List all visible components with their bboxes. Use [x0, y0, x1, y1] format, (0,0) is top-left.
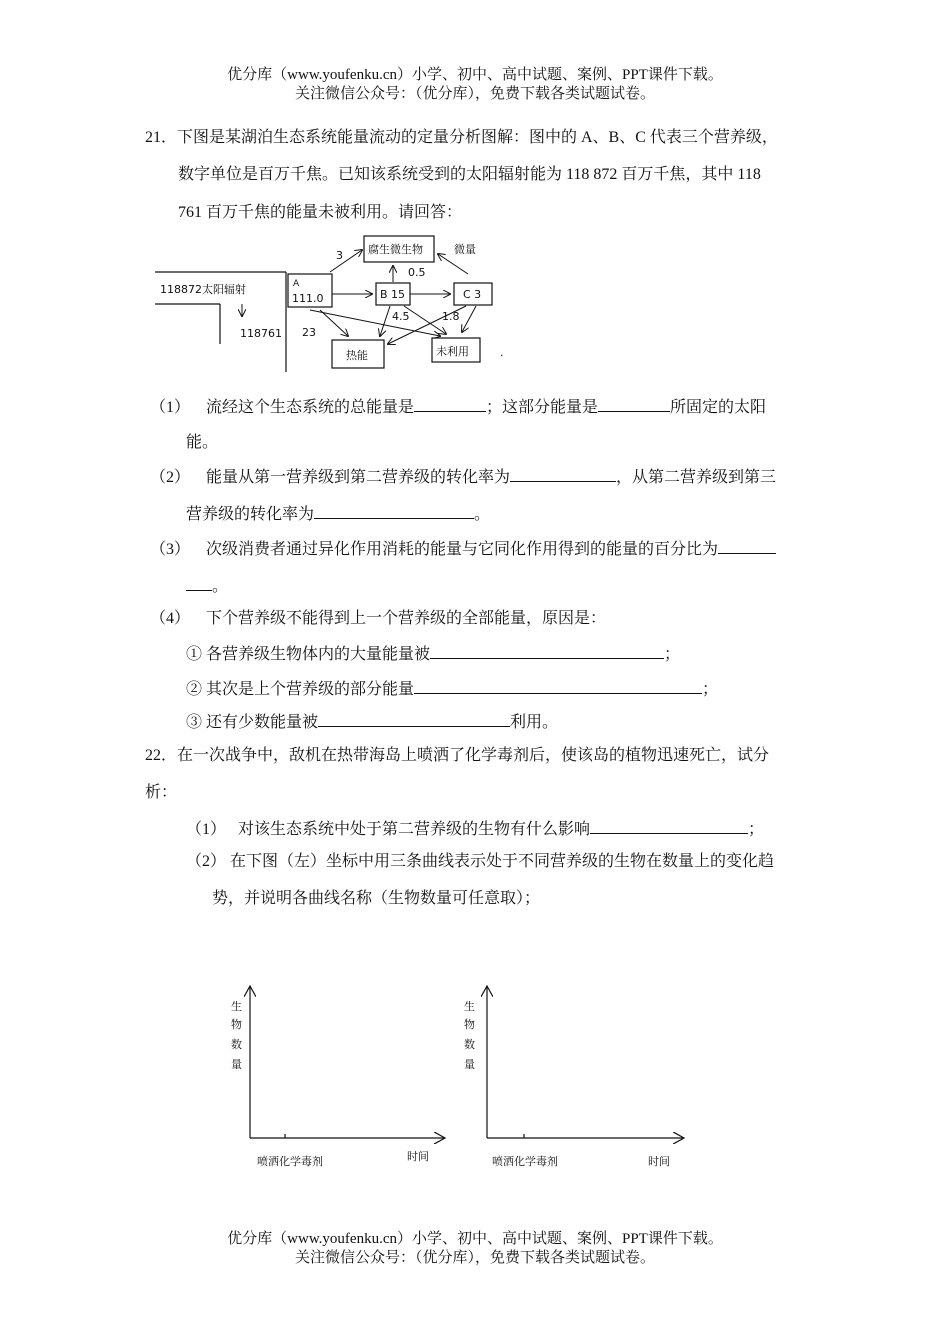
node-c-label: C 3	[463, 288, 482, 301]
q21-sub2-text-d: 。	[474, 506, 491, 523]
reason-3-text: 还有少数能量被	[206, 714, 319, 731]
q21-sub3-text-b: 。	[212, 578, 229, 595]
footer-line-1: 优分库（www.youfenku.cn）小学、初中、高中试题、案例、PPT课件下载。	[227, 1231, 723, 1247]
q22-stem-line-1: 22．在一次战争中，敌机在热带海岛上喷洒了化学毒剂后，使该岛的植物迅速死亡，试分	[145, 747, 770, 764]
reason-3-number: ③	[186, 714, 203, 731]
q21-sub1-text-a: 流经这个生态系统的总能量是	[206, 399, 415, 416]
reason-2-end: ；	[702, 681, 719, 698]
q21-sub1-blank-1[interactable]	[414, 396, 486, 412]
solar-label: 118872太阳辐射	[160, 283, 246, 296]
page-header	[0, 66, 950, 104]
decomposer-label: 腐生微生物	[368, 243, 423, 256]
trace-arrow	[438, 254, 468, 274]
q21-sub1-blank-2[interactable]	[598, 396, 670, 412]
reason-1-end: ；	[664, 646, 681, 663]
unused-solar-value: 118761	[240, 327, 282, 340]
reason-2-number: ②	[186, 681, 203, 698]
q21-stem-line-1: 21．下图是某湖泊生态系统能量流动的定量分析图解：图中的 A、B、C 代表三个营养级，	[145, 129, 778, 146]
q21-sub1-text-b: ；这部分能量是	[486, 399, 599, 416]
node-b-label: B 15	[380, 288, 406, 301]
q22-sub1-blank[interactable]	[590, 818, 748, 834]
q21-reason-1	[186, 643, 680, 665]
q21-sub2-blank-1[interactable]	[510, 466, 616, 482]
reason-1-text: 各营养级生物体内的大量能量被	[206, 646, 431, 663]
footer-line-2: 关注微信公众号：（优分库），免费下载各类试题试卷。	[294, 1250, 655, 1266]
q22-sub1-line	[186, 818, 764, 840]
q21-stem-line-3: 761 百万千焦的能量未被利用。请回答：	[178, 204, 463, 221]
right-time-label: 时间	[648, 1155, 670, 1168]
left-y-label-4: 量	[231, 1058, 242, 1071]
arrow-a-to-decomposer	[330, 250, 362, 272]
left-event-label: 喷洒化学毒剂	[257, 1155, 323, 1168]
right-y-label-2: 物	[464, 1018, 475, 1031]
node-a-label: A	[293, 279, 300, 289]
q22-sub1-text: 对该生态系统中处于第二营养级的生物有什么影响	[238, 821, 591, 838]
q21-sub3-number: （3）	[150, 541, 191, 558]
reason-2-blank[interactable]	[414, 678, 702, 694]
right-y-label-4: 量	[464, 1058, 475, 1071]
q21-sub3-text-a: 次级消费者通过异化作用消耗的能量与它同化作用得到的能量的百分比为	[206, 541, 719, 558]
q21-reason-2	[186, 678, 718, 700]
header-line-1: 优分库（www.youfenku.cn）小学、初中、高中试题、案例、PPT课件下载。	[227, 67, 723, 83]
q21-sub1-line-2: 能。	[186, 434, 219, 451]
q21-sub4-number: （4）	[150, 610, 191, 627]
left-y-label-3: 数	[231, 1038, 242, 1051]
reason-2-text: 其次是上个营养级的部分能量	[206, 681, 415, 698]
value-0-5: 0.5	[408, 266, 426, 279]
q21-sub3-blank-1[interactable]	[718, 538, 776, 554]
q21-sub1-text-c: 所固定的太阳	[670, 399, 767, 416]
value-23: 23	[302, 326, 316, 339]
q21-sub2-line-2	[186, 503, 490, 525]
reason-3-blank[interactable]	[318, 711, 510, 727]
q22-stem-line-2: 析：	[145, 784, 178, 801]
arrow-b-to-heat	[380, 306, 390, 336]
value-4-5: 4.5	[392, 310, 410, 323]
q21-sub2-number: （2）	[150, 469, 191, 486]
q21-sub2-blank-2[interactable]	[314, 503, 474, 519]
reason-1-number: ①	[186, 646, 203, 663]
right-y-label-1: 生	[464, 1000, 475, 1013]
arrow-a-to-unused	[310, 310, 440, 336]
q22-sub1-number: （1）	[186, 821, 227, 838]
q21-reason-3	[186, 711, 558, 733]
right-event-label: 喷洒化学毒剂	[492, 1155, 558, 1168]
q21-sub2-text-b: ，从第二营养级到第三	[616, 469, 777, 486]
right-coordinate-graph	[452, 980, 692, 1180]
q21-stem-line-2: 数字单位是百万千焦。已知该系统受到的太阳辐射能为 118 872 百万千焦，其中 118	[178, 166, 761, 183]
left-y-label-2: 物	[231, 1018, 242, 1031]
q21-sub2-line-1	[150, 466, 776, 488]
q22-sub2-line-2: 势，并说明各曲线名称（生物数量可任意取）；	[212, 890, 541, 907]
node-a-value: 111.0	[292, 292, 324, 305]
q21-sub3-line-1	[150, 538, 776, 560]
unused-label: 未利用	[436, 345, 469, 358]
q22-sub2-line-1	[186, 852, 774, 872]
q21-sub2-text-c: 营养级的转化率为	[186, 506, 315, 523]
energy-flow-diagram	[150, 232, 530, 372]
value-1-8: 1.8	[442, 310, 460, 323]
q22-sub2-text-a: 在下图（左）坐标中用三条曲线表示处于不同营养级的生物在数量上的变化趋	[230, 853, 775, 870]
q21-sub4-text: 下个营养级不能得到上一个营养级的全部能量，原因是：	[206, 610, 607, 627]
value-3: 3	[336, 249, 343, 262]
arrow-a-to-heat	[320, 310, 348, 336]
trace-label: 微量	[454, 243, 476, 256]
q22-sub1-end: ；	[748, 821, 765, 838]
left-coordinate-graph[interactable]	[215, 980, 455, 1180]
header-line-2: 关注微信公众号：（优分库），免费下载各类试题试卷。	[294, 86, 655, 102]
q21-sub3-blank-2[interactable]	[186, 575, 212, 591]
right-y-label-3: 数	[464, 1038, 475, 1051]
q21-sub1-number: （1）	[150, 399, 191, 416]
trailing-dot: .	[500, 346, 504, 359]
left-y-label-1: 生	[231, 1000, 242, 1013]
page-footer	[0, 1230, 950, 1268]
q21-sub3-line-2	[186, 575, 228, 597]
arrow-c-to-unused	[462, 306, 476, 332]
q21-sub2-text-a: 能量从第一营养级到第二营养级的转化率为	[206, 469, 511, 486]
reason-1-blank[interactable]	[430, 643, 664, 659]
left-time-label: 时间	[407, 1150, 429, 1163]
q22-sub2-number: （2）	[186, 853, 227, 870]
heat-label: 热能	[346, 349, 368, 362]
q21-sub1-line-1	[150, 396, 766, 418]
q21-sub4-line	[150, 609, 606, 629]
reason-3-end: 利用。	[510, 714, 559, 731]
